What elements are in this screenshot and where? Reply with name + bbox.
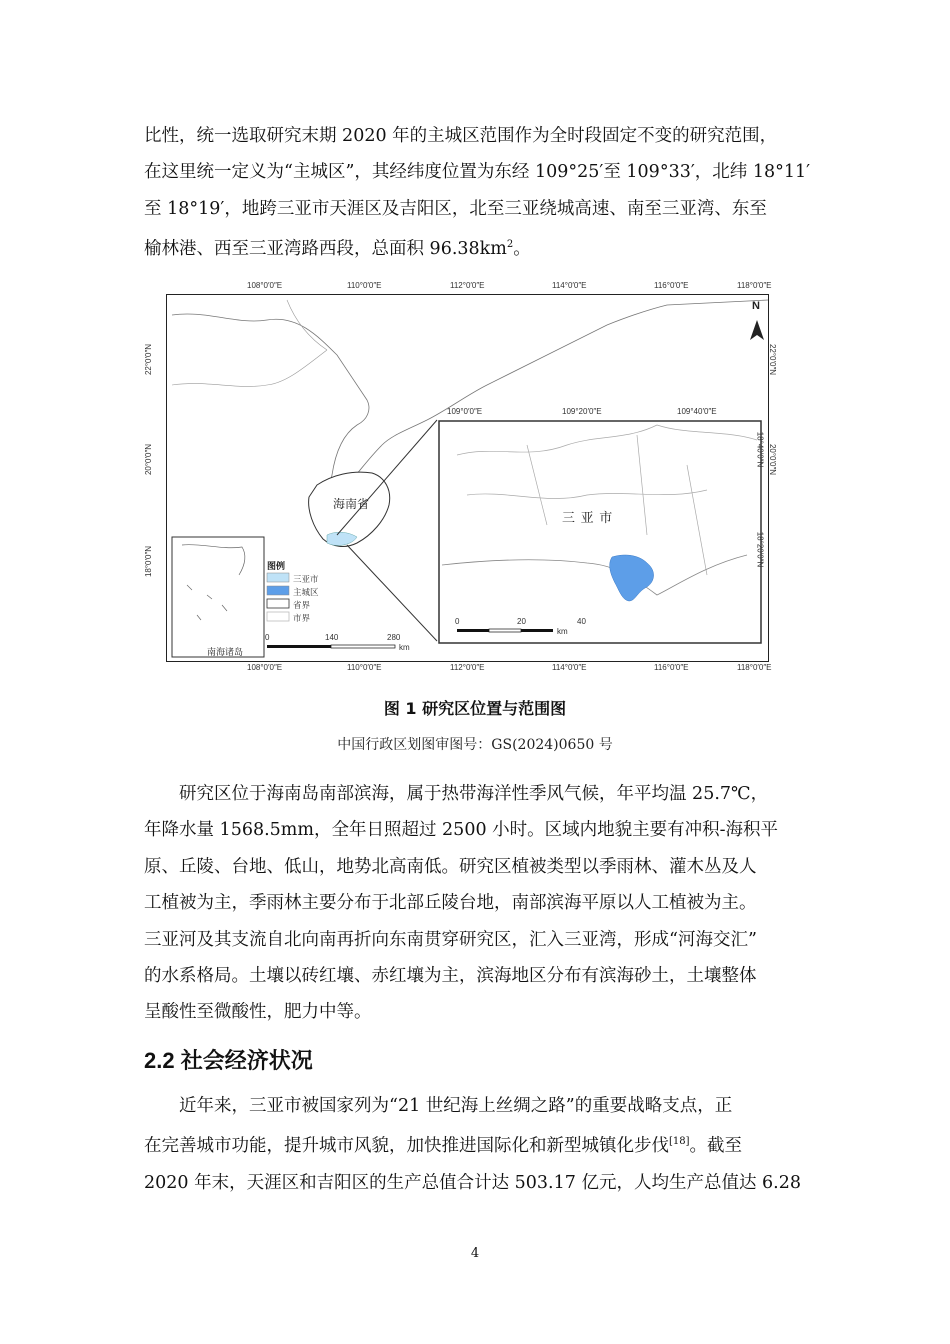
tick-top-lon-3: 112°0′0″E <box>450 281 485 290</box>
tick-inset-lat-2: 18°20′0″N <box>755 531 765 568</box>
south-sea-islands-label: 南海诸岛 <box>207 647 244 657</box>
legend-item-urban: 主城区 <box>293 587 319 597</box>
intro-line-4-tail: 。 <box>513 239 531 260</box>
intro-line-4 <box>144 227 807 267</box>
tick-lat-1: 22°0′0″N <box>144 343 154 376</box>
area-superscript: 2 <box>506 239 514 251</box>
tick-top-lon-4: 114°0′0″E <box>552 281 587 290</box>
scale-bar-inset-c <box>521 629 553 632</box>
p2-line-6: 的水系格局。土壤以砖红壤、赤红壤为主，滨海地区分布有滨海砂土，土壤整体 <box>144 966 757 987</box>
scale-main-unit: km <box>399 643 410 652</box>
p3-line-2 <box>144 1124 807 1164</box>
tick-lat-right-2: 20°0′0″N <box>768 443 778 476</box>
p3-line-3: 2020 年末，天涯区和吉阳区的生产总值合计达 503.17 亿元，人均生产总值达 6.28 <box>144 1172 801 1193</box>
p2-line-1: 研究区位于海南岛南部滨海，属于热带海洋性季风气候，年平均温 25.7℃， <box>179 784 769 804</box>
section-heading: 2.2 社会经济状况 <box>144 1048 313 1073</box>
tick-inset-lon-2: 109°20′0″E <box>562 407 602 416</box>
scale-bar-main-a <box>267 645 331 648</box>
south-sea-inset-frame <box>172 537 264 657</box>
tick-bottom-lon-4: 114°0′0″E <box>552 663 587 672</box>
city-label: 三 亚 市 <box>562 510 614 525</box>
tick-inset-lat-1: 18°40′0″N <box>755 431 765 468</box>
tick-bottom-lon-3: 112°0′0″E <box>450 663 485 672</box>
map-approval-number: 中国行政区划图审图号：GS(2024)0650 号 <box>337 737 613 753</box>
north-arrow-icon <box>750 320 764 340</box>
tick-top-lon-1: 108°0′0″E <box>247 281 283 290</box>
p3-line-2-text: 在完善城市功能，提升城市风貌，加快推进国际化和新型城镇化步伐 <box>144 1136 669 1157</box>
intro-paragraph <box>144 118 811 267</box>
legend-title: 图例 <box>267 561 286 571</box>
tick-bottom-lon-2: 110°0′0″E <box>347 663 382 672</box>
tick-bottom-lon-6: 118°0′0″E <box>737 663 772 672</box>
p2-line-4: 工植被为主，季雨林主要分布于北部丘陵台地，南部滨海平原以人工植被为主。 <box>144 893 757 914</box>
scale-main-140: 140 <box>325 633 339 642</box>
intro-line-1: 比性，统一选取研究末期 2020 年的主城区范围作为全时段固定不变的研究范围， <box>144 126 778 146</box>
legend-swatch-urban <box>267 586 289 595</box>
study-area-map-figure <box>144 281 778 672</box>
tick-bottom-lon-1: 108°0′0″E <box>247 663 283 672</box>
legend-item-sanya: 三亚市 <box>293 574 319 584</box>
legend-item-province: 省界 <box>293 600 311 610</box>
p3-line-1: 近年来，三亚市被国家列为“21 世纪海上丝绸之路”的重要战略支点，正 <box>179 1096 733 1116</box>
tick-top-lon-5: 116°0′0″E <box>654 281 689 290</box>
north-label: N <box>752 300 760 312</box>
map-svg <box>167 295 768 661</box>
scale-bar-inset-b <box>489 629 521 632</box>
economy-paragraph <box>144 1088 807 1201</box>
legend-swatch-sanya <box>267 573 289 582</box>
scale-inset-0: 0 <box>455 617 460 626</box>
intro-line-2: 在这里统一定义为“主城区”，其经纬度位置为东经 109°25′至 109°33′，北纬 18°11′ <box>144 162 811 183</box>
scale-inset-unit: km <box>557 627 568 636</box>
scale-inset-40: 40 <box>577 617 586 626</box>
intro-line-3: 至 18°19′，地跨三亚市天涯区及吉阳区，北至三亚绕城高速、南至三亚湾、东至 <box>144 198 767 219</box>
p2-line-5: 三亚河及其支流自北向南再折向东南贯穿研究区，汇入三亚湾，形成“河海交汇” <box>144 929 757 950</box>
tick-bottom-lon-5: 116°0′0″E <box>654 663 689 672</box>
scale-bar-main-b <box>331 645 395 648</box>
tick-lat-3: 18°0′0″N <box>144 545 154 578</box>
scale-bar-inset-a <box>457 629 489 632</box>
legend-swatch-province <box>267 599 289 608</box>
citation-ref: [18] <box>669 1136 690 1148</box>
page-number: 4 <box>470 1246 480 1261</box>
p2-line-7: 呈酸性至微酸性，肥力中等。 <box>144 1002 372 1023</box>
scale-main-0: 0 <box>265 633 270 642</box>
tick-inset-lon-3: 109°40′0″E <box>677 407 717 416</box>
inset-frame <box>439 421 761 643</box>
legend-item-city: 市界 <box>293 613 311 623</box>
tick-top-lon-2: 110°0′0″E <box>347 281 382 290</box>
climate-paragraph <box>144 776 807 1031</box>
tick-top-lon-6: 118°0′0″E <box>737 281 772 290</box>
figure-caption: 图 1 研究区位置与范围图 <box>383 699 567 718</box>
province-border <box>172 300 327 386</box>
tick-inset-lon-1: 109°0′0″E <box>447 407 483 416</box>
intro-line-4-text: 榆林港、西至三亚湾路西段，总面积 96.38km <box>144 239 507 260</box>
tick-lat-2: 20°0′0″N <box>144 443 154 476</box>
p3-line-2-tail: 。截至 <box>689 1136 743 1157</box>
scale-inset-20: 20 <box>517 617 526 626</box>
tick-lat-right-1: 22°0′0″N <box>768 343 778 376</box>
legend-swatch-city <box>267 612 289 621</box>
p2-line-3: 原、丘陵、台地、低山，地势北高南低。研究区植被类型以季雨林、灌木丛及人 <box>144 856 757 877</box>
p2-line-2: 年降水量 1568.5mm，全年日照超过 2500 小时。区域内地貌主要有冲积-海积平 <box>144 820 779 841</box>
province-label: 海南省 <box>333 497 370 511</box>
scale-main-280: 280 <box>387 633 401 642</box>
